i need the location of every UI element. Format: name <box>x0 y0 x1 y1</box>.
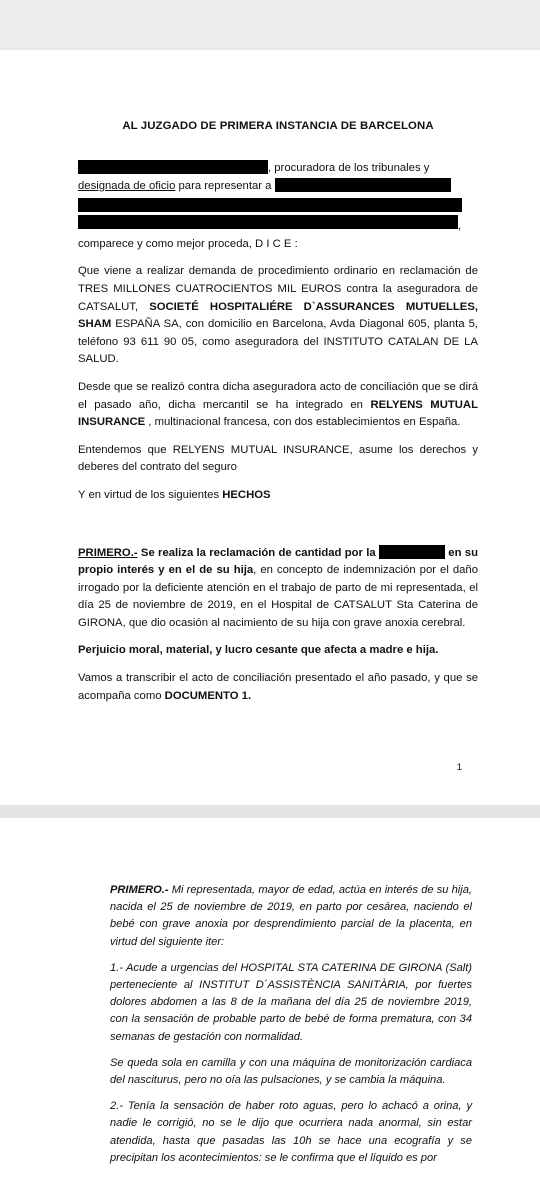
redaction-bar <box>275 178 451 192</box>
paragraph-camilla: Se queda sola en camilla y con una máquina de monitorización cardiaca del nasciturus, pero no oía las pulsaciones, y se cambia la máquina. <box>110 1056 472 1087</box>
document-page-2 <box>0 818 540 1200</box>
redaction-bar <box>379 545 445 559</box>
paragraph-rights: Entendemos que RELYENS MUTUAL INSURANCE, asume los derechos y deberes del contrato del seguro <box>78 443 478 474</box>
paragraph-primero: PRIMERO.- Se realiza la reclamación de cantidad por la en su propio interés y en el de su hija, en concepto de indemnización por el daño irrogado por la deficiente atención en el trabajo de parto de mi representada, el día 25 de noviembre de 2019, en el Hospital de CATSALUT Sta Caterina de GIRONA, que dio ocasión al nacimiento de su hija con grave anoxia cerebral. <box>78 546 478 629</box>
paragraph-relyens: Desde que se realizó contra dicha aseguradora acto de conciliación que se dirá el pasado año, dicha mercantil se ha integrado en RELYENS MUTUAL INSURANCE , multinacional francesa, con dos establecimientos en España. <box>78 380 478 429</box>
page-separator <box>0 805 540 818</box>
paragraph-perjuicio: Perjuicio moral, material, y lucro cesante que afecta a madre e hija. <box>78 644 439 657</box>
viewer-top-bar <box>0 0 540 48</box>
paragraph-demand: Que viene a realizar demanda de procedimiento ordinario en reclamación de TRES MILLONES CUATROCIENTOS MIL EUROS contra la aseguradora de CATSALUT, SOCIETÉ HOSPITALIÉRE D`ASSURANCES MUTUELLES, SHAM ESPAÑA SA, con domicilio en Barcelona, Avda Diagonal 605, planta 5, teléfono 93 611 90 05, como aseguradora del INSTITUTO CATALAN DE LA SALUD. <box>78 265 478 366</box>
intro-paragraph: , procuradora de los tribunales y designada de oficio para representar a , comparece y como mejor proceda, D I C E : <box>78 162 462 250</box>
paragraph-hechos: Y en virtud de los siguientes HECHOS <box>78 488 271 501</box>
document-page-1 <box>0 50 540 805</box>
paragraph-conciliacion: Vamos a transcribir el acto de conciliación presentado el año pasado, y que se acompaña como DOCUMENTO 1. <box>78 672 478 702</box>
redaction-bar <box>78 215 458 229</box>
paragraph-aguas: 2.- Tenía la sensación de haber roto aguas, pero lo achacó a orina, y nadie le corrigió, no se le dijo que ocurriera nada anormal, sin estar atendida, hasta que pasadas las 10h se hace una ecografía y se precipitan los acontecimientos: se le confirma que el líquido es por <box>110 1100 472 1164</box>
page-number: 1 <box>456 762 462 773</box>
redaction-bar <box>78 198 462 212</box>
paragraph-primero-italic: PRIMERO.- Mi representada, mayor de edad, actúa en interés de su hija, nacida el 25 de noviembre de 2019, en parto por cesárea, naciendo el bebé con grave anoxia por desprendimiento parcial de la placenta, en virtud del siguiente iter: <box>110 884 472 948</box>
document-title: AL JUZGADO DE PRIMERA INSTANCIA DE BARCELONA <box>122 120 434 132</box>
paragraph-urgencias: 1.- Acude a urgencias del HOSPITAL STA CATERINA DE GIRONA (Salt) perteneciente al INSTITUT D´ASSISTÈNCIA SANITÀRIA, por fuertes dolores abdomen a las 8 de la mañana del día 25 de noviembre 2019, con la sensación de probable parto de bebé de forma prematura, con 34 semanas de gestación con normalidad. <box>110 961 472 1043</box>
redaction-bar <box>78 160 268 174</box>
